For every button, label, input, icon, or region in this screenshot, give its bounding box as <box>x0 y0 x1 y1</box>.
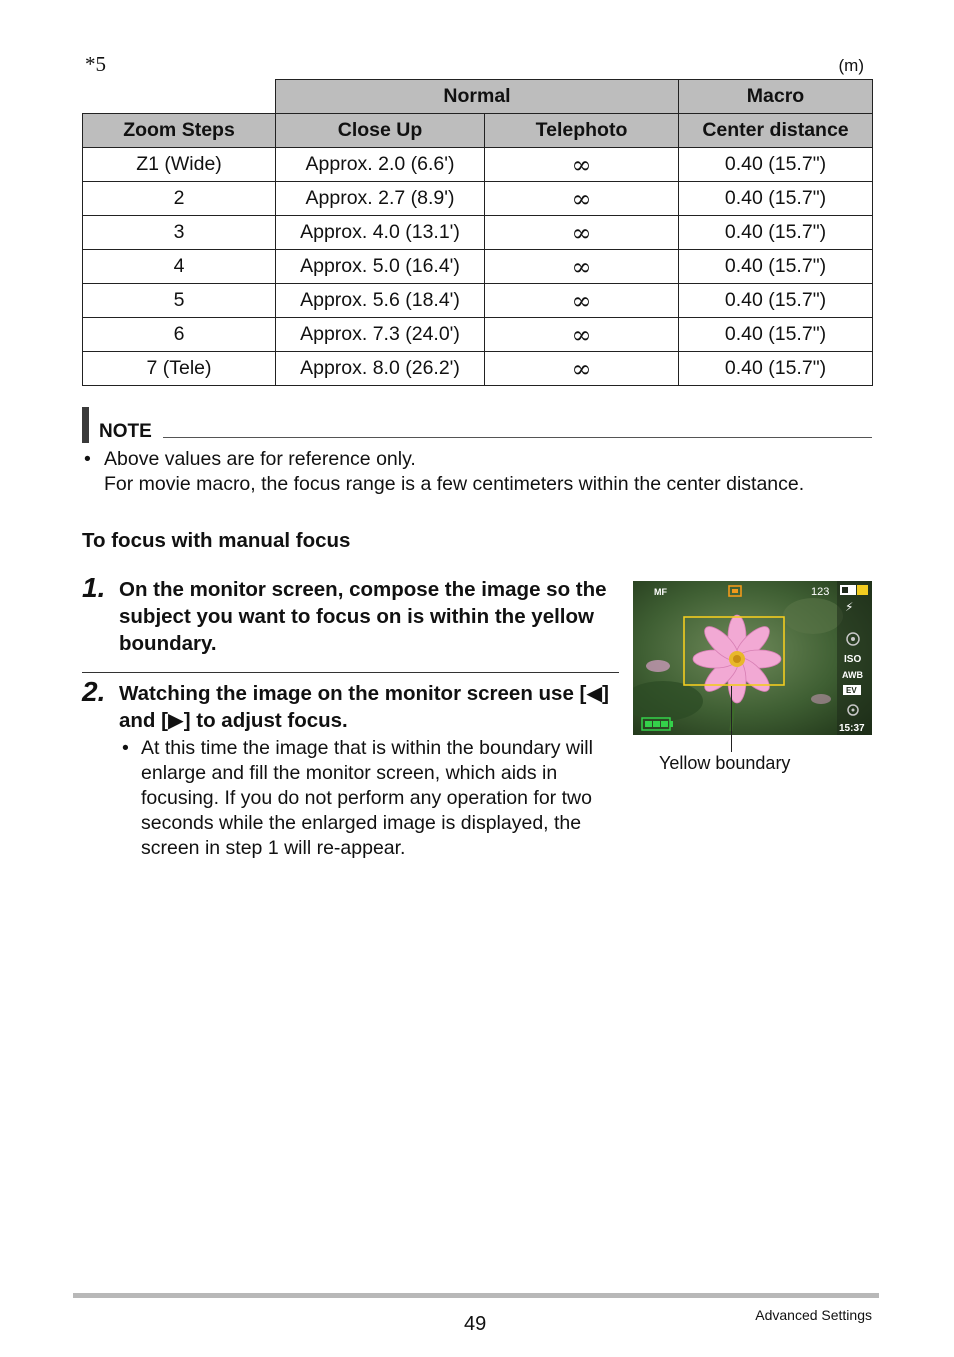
note-line: Above values are for reference only. <box>104 448 416 470</box>
table-cell: Approx. 8.0 (26.2') <box>276 352 485 386</box>
page-number: 49 <box>464 1313 487 1335</box>
column-header: Close Up <box>276 114 485 148</box>
table-cell: 7 (Tele) <box>83 352 276 386</box>
shots-remaining: 123 <box>811 586 830 598</box>
column-header: Telephoto <box>485 114 679 148</box>
step-detail-text: At this time the image that is within the boundary will enlarge and fill the monitor screen, which aids in focusing. If you do not perform any operation for two seconds while the enlarged image is displayed, the screen in step 1 will re-appear. <box>141 737 593 859</box>
footnote-mark: *5 <box>85 52 106 76</box>
infinity-cell: ∞ <box>485 284 679 318</box>
infinity-cell: ∞ <box>485 182 679 216</box>
focus-range-table <box>82 79 873 386</box>
table-cell: Approx. 2.0 (6.6') <box>276 148 485 182</box>
footer-section-name: Advanced Settings <box>755 1307 872 1323</box>
note-label: NOTE <box>99 421 152 442</box>
column-header-row <box>83 114 873 148</box>
note-line: For movie macro, the focus range is a few centimeters within the center distance. <box>104 473 805 495</box>
group-header-macro: Macro <box>679 80 873 114</box>
group-header-row <box>83 80 873 114</box>
group-header-normal: Normal <box>276 80 679 114</box>
table-cell: Approx. 4.0 (13.1') <box>276 216 485 250</box>
table-cell: 0.40 (15.7") <box>679 148 873 182</box>
table-row <box>83 250 873 284</box>
flower-icon <box>693 615 781 703</box>
table-cell: Approx. 5.0 (16.4') <box>276 250 485 284</box>
step-divider <box>82 672 619 673</box>
step-number: 1. <box>82 572 106 603</box>
step-detail <box>122 736 612 861</box>
callout-leader-line <box>731 686 732 752</box>
bullet: • <box>122 737 129 759</box>
table-row <box>83 182 873 216</box>
camera-monitor-image <box>633 581 872 735</box>
table-row <box>83 216 873 250</box>
table-cell: Approx. 5.6 (18.4') <box>276 284 485 318</box>
table-cell: Approx. 2.7 (8.9') <box>276 182 485 216</box>
ev-shift-icon: EV <box>846 686 857 695</box>
table-cell: 0.40 (15.7") <box>679 216 873 250</box>
table-cell: 0.40 (15.7") <box>679 284 873 318</box>
step-text: On the monitor screen, compose the image so the subject you want to focus on is within the yellow boundary. <box>119 578 607 655</box>
step-text: Watching the image on the monitor screen use [◀] and [▶] to adjust focus. <box>119 682 609 732</box>
unit-label: (m) <box>838 56 864 75</box>
table-cell: 4 <box>83 250 276 284</box>
table-row <box>83 284 873 318</box>
table-cell: Z1 (Wide) <box>83 148 276 182</box>
table-cell: Approx. 7.3 (24.0') <box>276 318 485 352</box>
bullet: • <box>84 448 91 470</box>
section-heading: To focus with manual focus <box>82 529 351 552</box>
infinity-cell: ∞ <box>485 148 679 182</box>
infinity-cell: ∞ <box>485 352 679 386</box>
note-body <box>84 447 884 497</box>
clock-display: 15:37 <box>839 723 865 734</box>
table-cell: 0.40 (15.7") <box>679 182 873 216</box>
callout-label: Yellow boundary <box>659 753 791 773</box>
footer-divider <box>73 1293 879 1298</box>
infinity-cell: ∞ <box>485 250 679 284</box>
column-header: Zoom Steps <box>83 114 276 148</box>
table-cell: 0.40 (15.7") <box>679 318 873 352</box>
infinity-cell: ∞ <box>485 318 679 352</box>
header-blank-cell <box>83 80 276 114</box>
mf-indicator: MF <box>654 587 667 597</box>
white-balance-icon: AWB <box>842 670 863 680</box>
note-marker-bar <box>82 407 89 443</box>
flash-auto-icon: ⚡ <box>845 600 854 614</box>
table-row <box>83 318 873 352</box>
table-row <box>83 148 873 182</box>
iso-icon: ISO <box>844 654 862 665</box>
table-cell: 0.40 (15.7") <box>679 352 873 386</box>
image-size-icon <box>840 585 868 595</box>
step-number: 2. <box>82 676 106 707</box>
table-row <box>83 352 873 386</box>
table-cell: 0.40 (15.7") <box>679 250 873 284</box>
table-cell: 6 <box>83 318 276 352</box>
infinity-cell: ∞ <box>485 216 679 250</box>
note-divider <box>163 437 872 438</box>
table-cell: 3 <box>83 216 276 250</box>
column-header: Center distance <box>679 114 873 148</box>
table-cell: 5 <box>83 284 276 318</box>
table-cell: 2 <box>83 182 276 216</box>
